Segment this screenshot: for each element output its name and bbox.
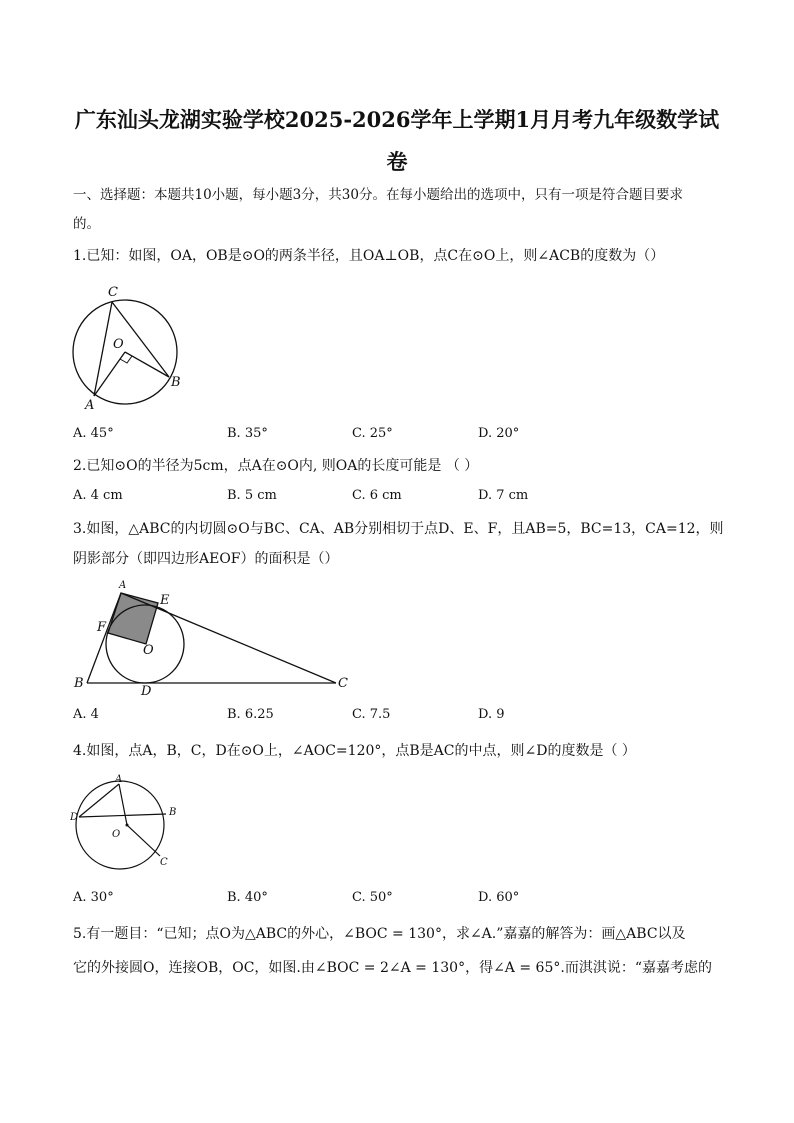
q3-label-b: B (74, 676, 84, 691)
section-header-line-2: 的。 (73, 216, 100, 232)
question-2-options (73, 486, 723, 506)
q4-chord-da (79, 784, 119, 817)
question-3-figure (70, 575, 360, 700)
q1-label-a: A (85, 398, 95, 413)
section-header-line-1: 一、选择题：本题共10小题，每小题3分，共30分。在每小题给出的选项中，只有一项是符合题目要求 (73, 187, 683, 203)
q3-side-ca (121, 593, 336, 683)
q4-label-c: C (160, 857, 168, 868)
question-4-options (73, 888, 723, 908)
q1-label-o: O (113, 337, 124, 352)
q2-option-a[interactable]: A. 4 cm (73, 488, 123, 503)
q4-option-d[interactable]: D. 60° (478, 890, 520, 905)
question-3-stem-line-2: 阴影部分（即四边形AEOF）的面积是（） (73, 551, 339, 567)
q2-option-d[interactable]: D. 7 cm (478, 488, 529, 503)
q2-option-b[interactable]: B. 5 cm (227, 488, 277, 503)
q1-option-d[interactable]: D. 20° (478, 426, 520, 441)
q3-label-c: C (338, 676, 348, 691)
q4-option-a[interactable]: A. 30° (73, 890, 114, 905)
q4-chord-db (79, 814, 166, 817)
question-1-figure (68, 280, 188, 415)
question-3-stem-line-1: 3.如图，△ABC的内切圆⊙O与BC、CA、AB分别相切于点D、E、F，且AB=5，BC=13，CA=12，则 (73, 521, 724, 537)
q4-radius-oa (119, 784, 127, 825)
q1-option-c[interactable]: C. 25° (352, 426, 393, 441)
q1-label-c: C (108, 285, 118, 300)
q3-option-c[interactable]: C. 7.5 (352, 707, 391, 722)
q3-option-d[interactable]: D. 9 (478, 707, 505, 722)
question-4-figure (70, 772, 185, 872)
question-4-stem: 4.如图，点A，B，C，D在⊙O上，∠AOC=120°，点B是AC的中点，则∠D的度数是（ ） (73, 743, 636, 759)
q3-option-b[interactable]: B. 6.25 (227, 707, 274, 722)
q1-chord-ca (94, 302, 112, 396)
q4-option-b[interactable]: B. 40° (227, 890, 268, 905)
q2-option-c[interactable]: C. 6 cm (352, 488, 402, 503)
q3-label-o: O (143, 643, 154, 658)
q4-label-b: B (169, 807, 177, 818)
q4-option-c[interactable]: C. 50° (352, 890, 393, 905)
q3-label-d: D (141, 684, 152, 699)
question-2-stem: 2.已知⊙O的半径为5cm，点A在⊙O内, 则OA的长度可能是 （ ） (73, 458, 479, 474)
q1-label-b: B (171, 375, 181, 390)
question-1-options (73, 424, 723, 444)
q3-label-a: A (119, 580, 127, 591)
q3-label-e: E (160, 593, 170, 608)
exam-title-line-1: 广东汕头龙湖实验学校2025-2026学年上学期1月月考九年级数学试 (74, 107, 720, 132)
exam-title-line-2: 卷 (386, 149, 408, 174)
q1-option-a[interactable]: A. 45° (73, 426, 114, 441)
q4-radius-oc (127, 825, 160, 856)
question-5-stem-line-2: 它的外接圆O，连接OB，OC，如图.由∠BOC = 2∠A = 130°，得∠A = 65°.而淇淇说：“嘉嘉考虑的 (73, 960, 712, 976)
question-5-stem-line-1: 5.有一题目：“已知；点O为△ABC的外心，∠BOC = 130°，求∠A.”嘉嘉的解答为：画△ABC以及 (73, 926, 686, 942)
q4-circle (76, 781, 164, 869)
q4-label-d: D (70, 812, 79, 823)
q3-label-f: F (97, 620, 107, 635)
question-3-options (73, 705, 723, 725)
q1-option-b[interactable]: B. 35° (227, 426, 268, 441)
q4-label-a: A (115, 774, 123, 785)
q4-center-dot (126, 824, 129, 827)
q3-option-a[interactable]: A. 4 (73, 707, 99, 722)
question-1-stem: 1.已知：如图，OA，OB是⊙O的两条半径，且OA⊥OB，点C在⊙O上，则∠ACB的度数为（） (73, 248, 665, 264)
q4-label-o: O (112, 829, 121, 840)
